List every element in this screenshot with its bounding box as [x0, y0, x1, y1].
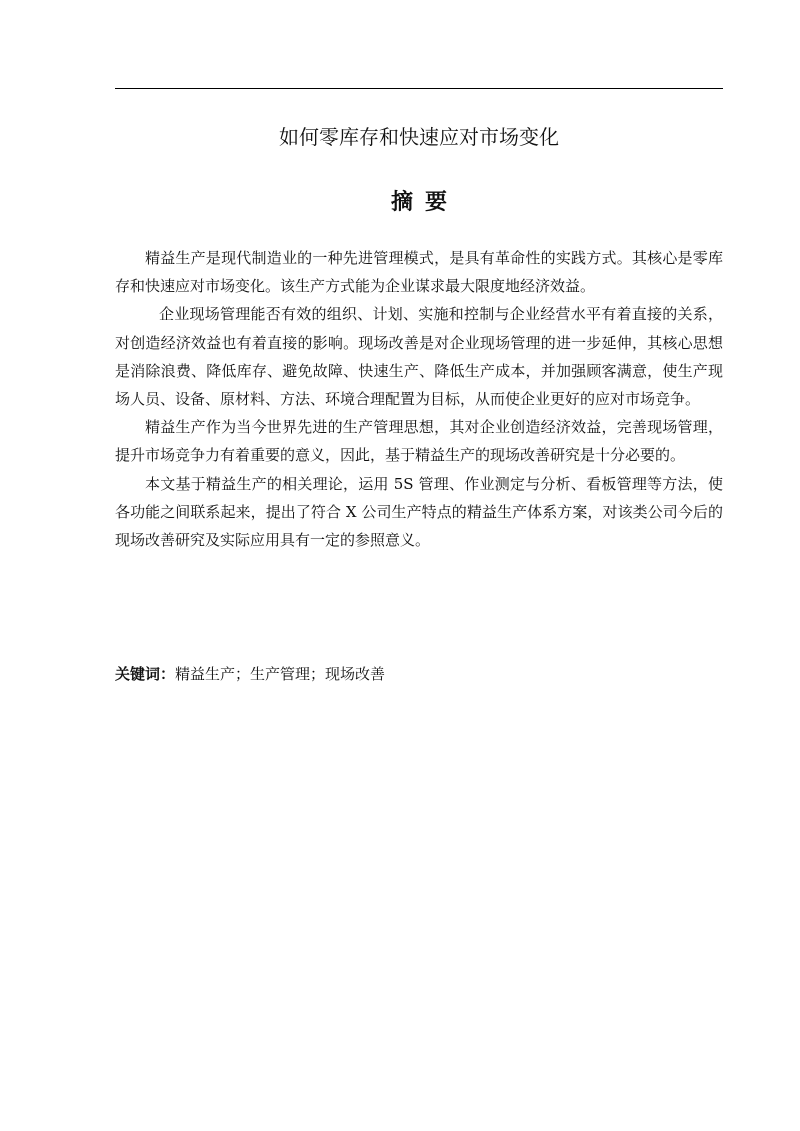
abstract-paragraph-1: 精益生产是现代制造业的一种先进管理模式，是具有革命性的实践方式。其核心是零库存和快速应对市场变化。该生产方式能为企业谋求最大限度地经济效益。 — [115, 249, 723, 296]
header-rule — [115, 88, 723, 89]
document-title: 如何零库存和快速应对市场变化 — [279, 125, 559, 149]
abstract-paragraph-2: 企业现场管理能否有效的组织、计划、实施和控制与企业经营水平有着直接的关系，对创造经济效益也有着直接的影响。现场改善是对企业现场管理的进一步延伸，其核心思想是消除浪费、降低库存、避免故障、快速生产、降低生产成本，并加强顾客满意，使生产现场人员、设备、原材料、方法、环境合理配置为目标，从而使企业更好的应对市场竞争。 — [115, 305, 723, 409]
abstract-body — [115, 244, 723, 554]
abstract-heading: 摘要 — [390, 190, 459, 215]
keywords-value: 精益生产；生产管理；现场改善 — [175, 665, 386, 683]
abstract-paragraph-4: 本文基于精益生产的相关理论，运用 5S 管理、作业测定与分析、看板管理等方法，使各功能之间联系起来，提出了符合 X 公司生产特点的精益生产体系方案，对该类公司今后的现场改善研究及实际应用具有一定的参照意义。 — [115, 474, 723, 550]
keywords-line — [115, 660, 723, 688]
keywords-label: 关键词： — [115, 665, 176, 683]
abstract-paragraph-3: 精益生产作为当今世界先进的生产管理思想，其对企业创造经济效益，完善现场管理，提升市场竞争力有着重要的意义，因此，基于精益生产的现场改善研究是十分必要的。 — [115, 418, 723, 465]
